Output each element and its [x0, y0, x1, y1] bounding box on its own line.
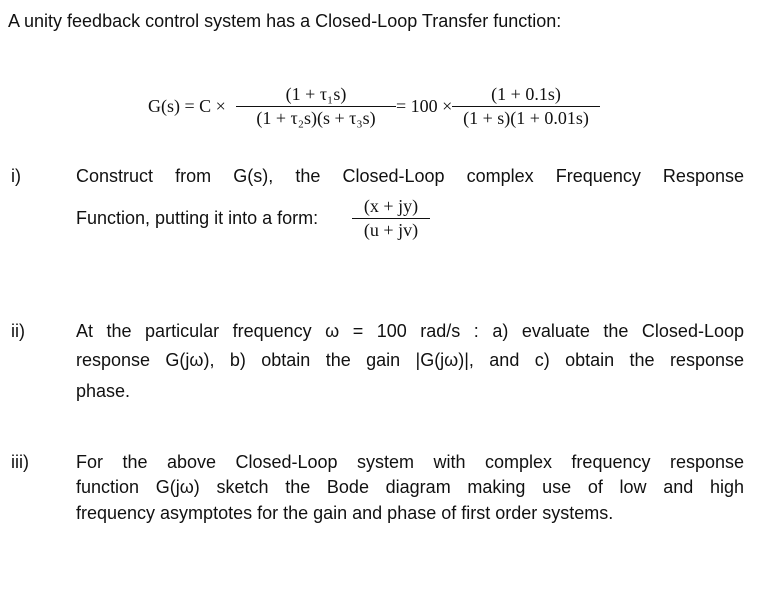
equation-mid: = 100 ×	[396, 96, 453, 116]
fraction-1	[236, 84, 396, 129]
fraction-1-bar	[236, 106, 396, 107]
fraction-1-numerator: (1 + τ₁s)	[285, 84, 347, 104]
item-line: phase.	[76, 381, 131, 401]
complex-form-denominator: (u + jv)	[363, 220, 419, 240]
item-line: function G(jω) sketch the Bode diagram making use of low and high	[76, 477, 744, 497]
complex-form-fraction	[352, 196, 430, 241]
item-line: Construct from G(s), the Closed-Loop complex Frequency Response	[76, 166, 744, 186]
fraction-1-denominator: (1 + τ₂s)(s + τ₃s)	[256, 108, 376, 128]
fraction-2-bar	[452, 106, 600, 107]
item-marker: iii)	[11, 452, 29, 472]
item-line: At the particular frequency ω = 100 rad/s : a) evaluate the Closed-Loop	[76, 321, 744, 341]
item-marker: i)	[11, 166, 21, 186]
equation-lhs: G(s) = C ×	[148, 96, 226, 116]
item-marker: ii)	[11, 321, 25, 341]
item-line: frequency asymptotes for the gain and phase of first order systems.	[76, 503, 614, 523]
complex-form-numerator: (x + jy)	[363, 196, 419, 216]
item-line: Function, putting it into a form:	[76, 208, 319, 228]
fraction-2	[452, 84, 600, 129]
item-line: For the above Closed-Loop system with complex frequency response	[76, 452, 744, 472]
item-line: response G(jω), b) obtain the gain |G(jω)|, and c) obtain the response	[76, 350, 744, 370]
fraction-2-denominator: (1 + s)(1 + 0.01s)	[463, 108, 589, 128]
fraction-2-numerator: (1 + 0.1s)	[491, 84, 561, 104]
intro-text: A unity feedback control system has a Closed-Loop Transfer function:	[8, 11, 562, 31]
complex-form-bar	[352, 218, 430, 219]
